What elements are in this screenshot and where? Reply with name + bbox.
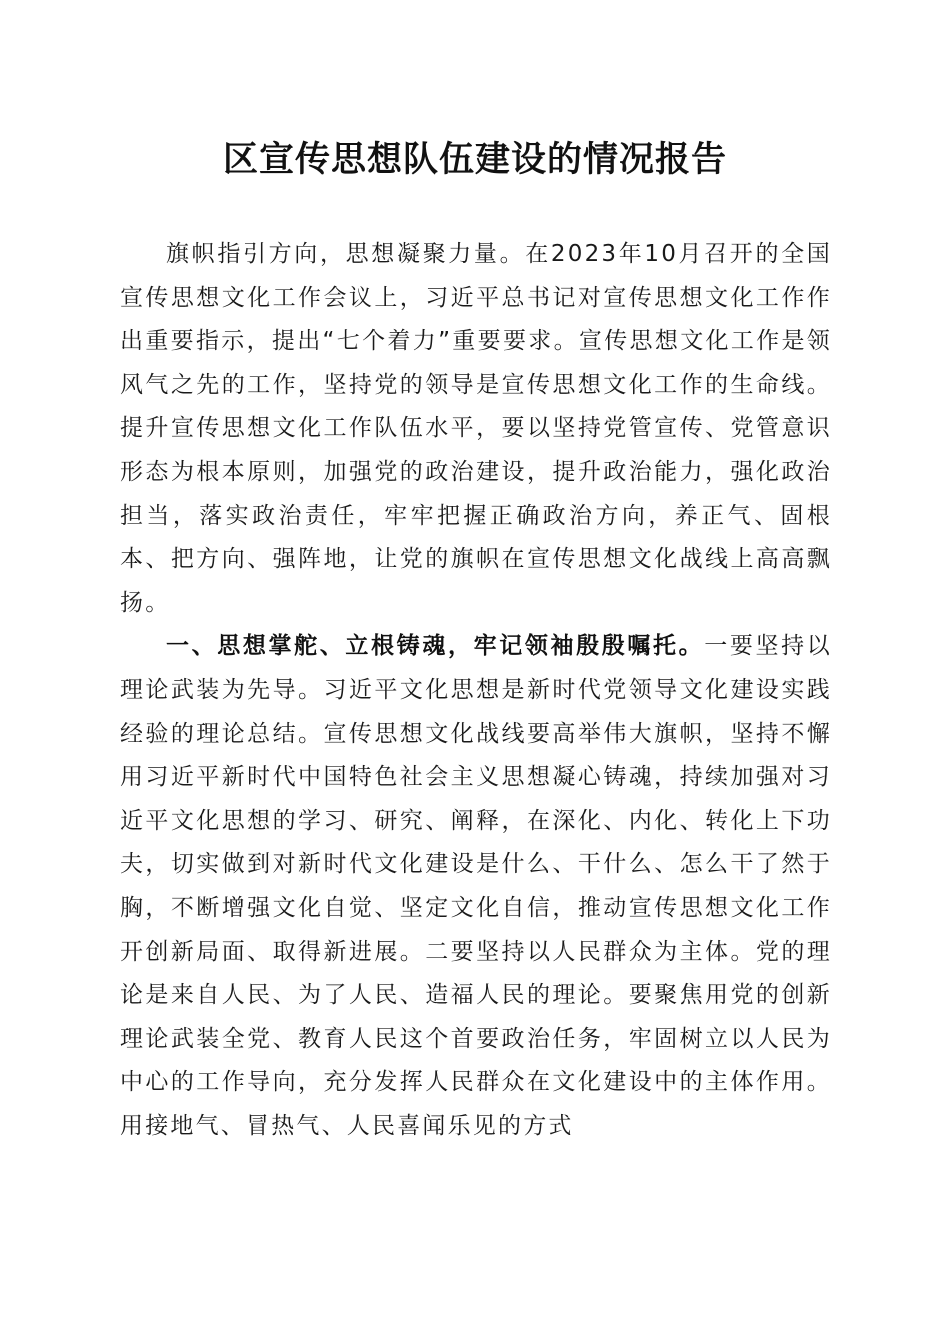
document-body: [120, 233, 832, 1148]
section-one-text: 一要坚持以理论武装为先导。习近平文化思想是新时代党领导文化建设实践经验的理论总结。宣传思想文化战线要高举伟大旗帜，坚持不懈用习近平新时代中国特色社会主义思想凝心铸魂，持续加强对习近平文化思想的学习、研究、阐释，在深化、内化、转化上下功夫，切实做到对新时代文化建设是什么、干什么、怎么干了然于胸，不断增强文化自觉、坚定文化自信，推动宣传思想文化工作开创新局面、取得新进展。二要坚持以人民群众为主体。党的理论是来自人民、为了人民、造福人民的理论。要聚焦用党的创新理论武装全党、教育人民这个首要政治任务，牢固树立以人民为中心的工作导向，充分发挥人民群众在文化建设中的主体作用。用接地气、冒热气、人民喜闻乐见的方式: [120, 633, 833, 1139]
intro-paragraph-text: 旗帜指引方向，思想凝聚力量。在2023年10月召开的全国宣传思想文化工作会议上，习近平总书记对宣传思想文化工作作出重要指示，提出“七个着力”重要要求。宣传思想文化工作是领风气之先的工作，坚持党的领导是宣传思想文化工作的生命线。提升宣传思想文化工作队伍水平，要以坚持党管宣传、党管意识形态为根本原则，加强党的政治建设，提升政治能力，强化政治担当，落实政治责任，牢牢把握正确政治方向，养正气、固根本、把方向、强阵地，让党的旗帜在宣传思想文化战线上高高飘扬。: [120, 241, 832, 616]
section-one-heading: 一、思想掌舵、立根铸魂，牢记领袖殷殷嘱托。: [166, 633, 705, 660]
section-one-paragraph: [120, 625, 832, 1148]
document-title: 区宣传思想队伍建设的情况报告: [222, 139, 727, 180]
intro-paragraph: [120, 233, 832, 625]
